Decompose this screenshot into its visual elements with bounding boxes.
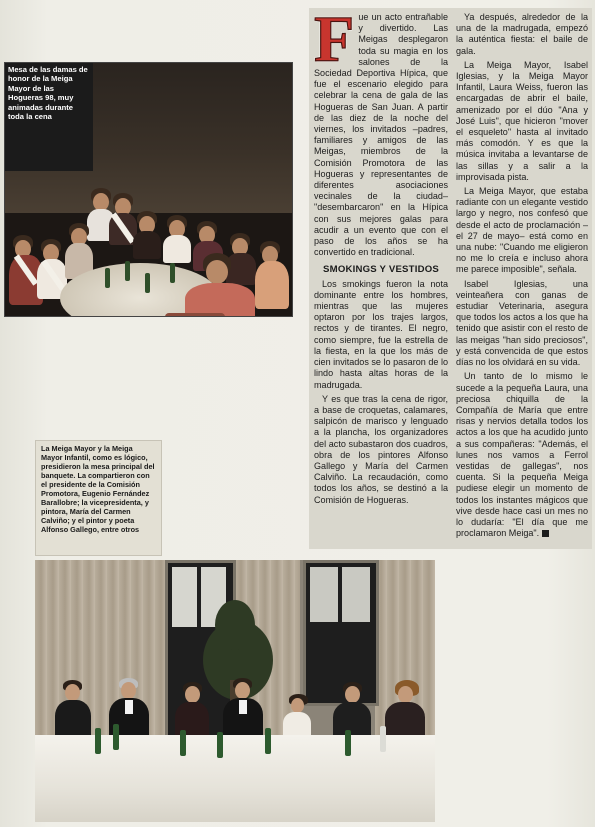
caption-text: Mesa de las damas de honor de la Meiga Mayor de las Hogueras 98, muy animadas durante toda la cena: [8, 65, 88, 122]
end-of-article-mark: [542, 530, 549, 537]
gala-dinner-photo-main-table: [35, 560, 435, 822]
caption-text: La Meiga Mayor y la Meiga Mayor Infantil, como es lógico, presidieron la mesa principal del banquete. La compartieron con el presidente de la Comisión Promotora, Eugenio Fernández Barallobre; la vicepresidenta, y pintora, María del Carmen Calviño; y el pintor y poeta Alfonso Gallego, entre otros: [41, 444, 155, 535]
paragraph: La Meiga Mayor, que estaba radiante con un elegante vestido largo y negro, nos confesó que desde el acto de proclamación –el 27 de mayo– está como en una nube: "Cuando me eligieron no me lo creía e incluso ahora me parece imposible", señala.: [456, 186, 588, 275]
paragraph: Los smokings fueron la nota dominante entre los hombres, mientras que las mujeres optaron por los trajes largos, rectos y de tirantes. El negro, como siempre, fue la estrella de la fiesta, en la que los más de cien invitados se lo pasaron de lo lindo hasta altas horas de la madrugada.: [314, 278, 448, 390]
article-column-left: [314, 3, 448, 509]
paragraph: Ya después, alrededor de la una de la madrugada, empezó la auténtica fiesta: el baile de gala.: [456, 12, 588, 56]
paragraph: Isabel Iglesias, una veinteañera con ganas de estudiar Veterinaria, asegura que todos los actos a los que ha tenido que asistir con el resto de las meigas "han sido preciosos", y está convencida de que estos días no los olvidará en su vida.: [456, 278, 588, 368]
photo-caption-main-table: [35, 440, 162, 556]
paragraph: ue un acto entrañable y divertido. Las Meigas desplegaron toda su magia en los salones de la Sociedad Deportiva Hípica, que fue el escenario elegido para celebrar la cena de gala de las Hogueras de San Juan. A partir de las diez de la noche del viernes, los invitados –padres, familiares y amigos de las Meigas, miembros de la Comisión Promotora de las Hogueras y representantes de diferentes asociaciones vecinales de la ciudad– "desembarcaron" en la Hípica con sus mejores galas para acudir a un evento que con el paso de los años se ha convertido en tradicional.: [314, 12, 448, 258]
paragraph: Y es que tras la cena de rigor, a base de croquetas, calamares, salpicón de marisco y lenguado a la plancha, los organizadores del acto subastaron dos cuadros, obra de los pintores Alfonso Gallego y María del Carmen Calviño. La recaudación, como todos los años, se destinó a la Comisión de Hogueras.: [314, 393, 448, 505]
paragraph: Un tanto de lo mismo le sucede a la pequeña Laura, una preciosa chiquilla de la Compañía de María que entre risas y nervios detalla todos los actos a los que ha acudido junto a sus compañeras: "Además, el lunes nos vamos a Ferrol vestidas de gallegas", nos cuenta. Si la pequeña Meiga pudiese elegir un momento de todos los instantes mágicos que vive desde hace casi un mes no lo dudaría: "El día que me proclamaron Meiga".: [456, 371, 588, 539]
photo-caption-ladies-table: [5, 63, 93, 171]
section-subheading: SMOKINGS Y VESTIDOS: [323, 264, 439, 276]
drop-cap: F: [314, 3, 355, 76]
article-column-right: [456, 12, 588, 542]
paragraph: La Meiga Mayor, Isabel Iglesias, y la Meiga Mayor Infantil, Laura Weiss, fueron las encargadas de abrir el baile, amenizado por el dúo "Ana y José Luis", que hicieron "mover el esqueleto" hasta al invitado más comodón. Y es que la música invitaba a levantarse de las sillas y a salir a la improvisada pista.: [456, 59, 588, 182]
article-body: [309, 3, 592, 549]
